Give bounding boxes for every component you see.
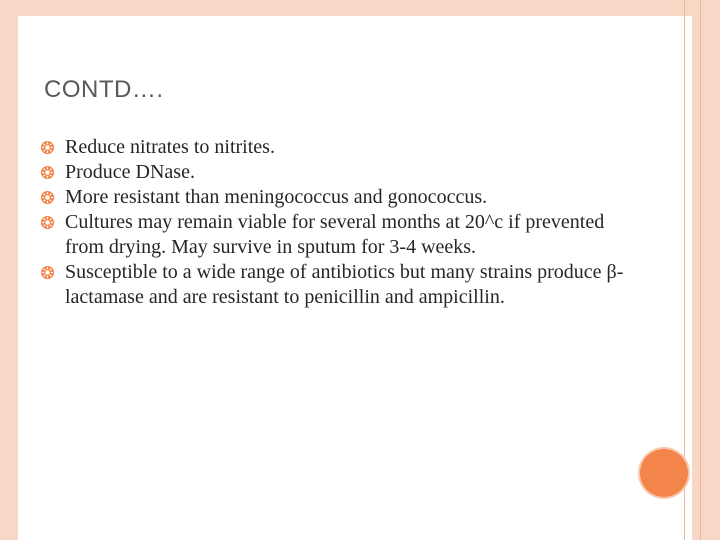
bullet-item	[40, 210, 630, 260]
gear-bullet-icon	[40, 190, 55, 205]
frame-left-border	[0, 0, 18, 540]
slide-title: CONTD….	[44, 76, 164, 103]
gear-bullet-icon	[40, 140, 55, 155]
frame-right-band	[692, 0, 720, 540]
bullet-item	[40, 135, 630, 160]
bullet-text: Cultures may remain viable for several months at 20^c if prevented from drying. May survive in sputum for 3-4 weeks.	[65, 211, 605, 258]
frame-line-right	[700, 0, 701, 540]
bullet-item	[40, 160, 630, 185]
bullet-text: Produce DNase.	[65, 161, 195, 183]
gear-bullet-icon	[40, 165, 55, 180]
bullet-text: Reduce nitrates to nitrites.	[65, 136, 275, 158]
decorative-circle	[640, 449, 688, 497]
bullet-text: Susceptible to a wide range of antibiotics but many strains produce β-lactamase and are resistant to penicillin and ampicillin.	[65, 261, 624, 308]
bullet-item	[40, 185, 630, 210]
bullet-text: More resistant than meningococcus and gonococcus.	[65, 186, 488, 208]
gear-bullet-icon	[40, 215, 55, 230]
gear-bullet-icon	[40, 265, 55, 280]
bullet-list	[40, 135, 630, 310]
frame-top-border	[0, 0, 720, 16]
bullet-item	[40, 260, 630, 310]
